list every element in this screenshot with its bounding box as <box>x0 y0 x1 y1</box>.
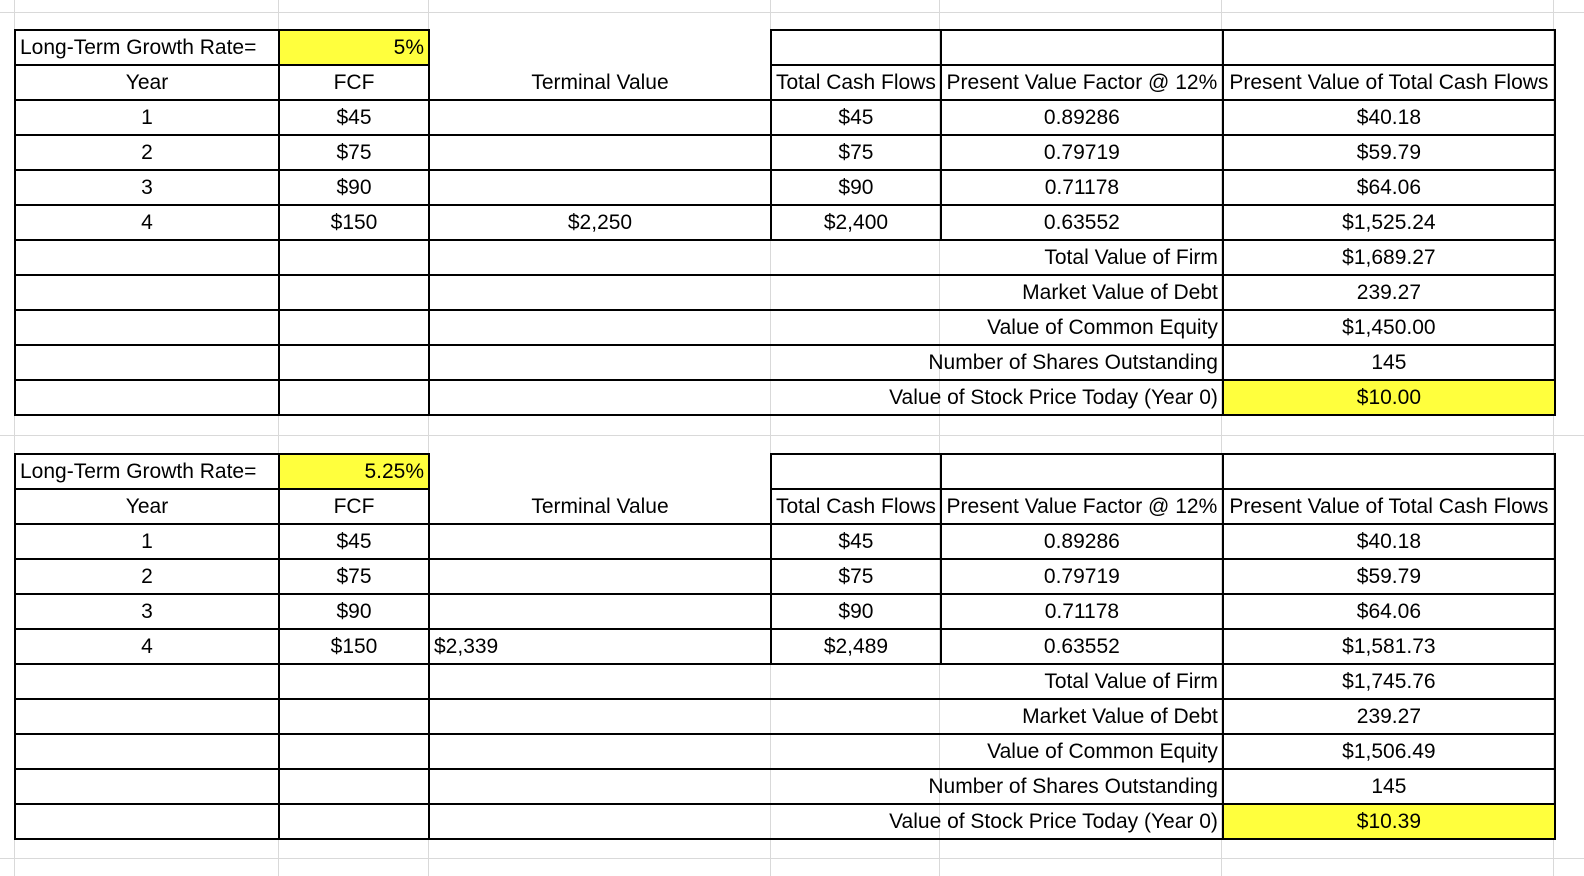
summary-row <box>15 310 1555 345</box>
summary-label[interactable]: Value of Stock Price Today (Year 0) <box>429 380 1223 415</box>
fcf-cell[interactable]: $75 <box>279 135 429 170</box>
empty-cell[interactable] <box>1223 454 1555 489</box>
empty-cell[interactable] <box>279 699 429 734</box>
table-row <box>15 135 1555 170</box>
summary-row <box>15 769 1555 804</box>
pv-factor-cell[interactable]: 0.71178 <box>941 170 1223 205</box>
header-row <box>15 65 1555 100</box>
fcf-cell[interactable]: $90 <box>279 594 429 629</box>
pv-factor-cell[interactable]: 0.79719 <box>941 559 1223 594</box>
summary-label[interactable]: Number of Shares Outstanding <box>429 345 1223 380</box>
table-row <box>15 559 1555 594</box>
empty-cell[interactable] <box>15 380 279 415</box>
summary-label[interactable]: Value of Stock Price Today (Year 0) <box>429 804 1223 839</box>
dcf-table-1 <box>14 29 1556 416</box>
header-total-cash-flows[interactable]: Total Cash Flows <box>771 489 941 524</box>
table-row <box>15 170 1555 205</box>
summary-row <box>15 734 1555 769</box>
summary-label[interactable]: Value of Common Equity <box>429 310 1223 345</box>
empty-cell[interactable] <box>279 734 429 769</box>
fcf-cell[interactable]: $75 <box>279 559 429 594</box>
header-pv-total[interactable]: Present Value of Total Cash Flows <box>1223 489 1555 524</box>
empty-cell[interactable] <box>15 275 279 310</box>
header-pv-total[interactable]: Present Value of Total Cash Flows <box>1223 65 1555 100</box>
summary-row <box>15 804 1555 839</box>
summary-label[interactable]: Market Value of Debt <box>429 275 1223 310</box>
table-row <box>15 100 1555 135</box>
pv-cell[interactable]: $1,581.73 <box>1223 629 1555 664</box>
table-row <box>15 205 1555 240</box>
terminal-value-cell[interactable] <box>429 100 771 135</box>
summary-value[interactable]: 239.27 <box>1223 275 1555 310</box>
empty-cell[interactable] <box>279 240 429 275</box>
empty-cell[interactable] <box>15 240 279 275</box>
summary-value[interactable]: $1,689.27 <box>1223 240 1555 275</box>
summary-value[interactable]: $1,745.76 <box>1223 664 1555 699</box>
empty-cell[interactable] <box>279 769 429 804</box>
terminal-value-cell[interactable] <box>429 524 771 559</box>
fcf-cell[interactable]: $150 <box>279 629 429 664</box>
gridline <box>0 858 1584 859</box>
empty-cell[interactable] <box>15 804 279 839</box>
pv-factor-cell[interactable]: 0.89286 <box>941 100 1223 135</box>
empty-cell[interactable] <box>429 454 771 489</box>
terminal-value-cell[interactable]: $2,250 <box>429 205 771 240</box>
growth-rate-input[interactable]: 5.25% <box>279 454 429 489</box>
empty-cell[interactable] <box>15 345 279 380</box>
summary-row <box>15 240 1555 275</box>
total-cash-flow-cell[interactable]: $75 <box>771 559 941 594</box>
empty-cell[interactable] <box>279 345 429 380</box>
empty-cell[interactable] <box>279 310 429 345</box>
empty-cell[interactable] <box>1223 30 1555 65</box>
empty-cell[interactable] <box>941 454 1223 489</box>
terminal-value-cell[interactable] <box>429 594 771 629</box>
terminal-value-cell[interactable] <box>429 135 771 170</box>
header-fcf[interactable]: FCF <box>279 489 429 524</box>
empty-cell[interactable] <box>15 699 279 734</box>
year-cell[interactable]: 3 <box>15 170 279 205</box>
year-cell[interactable]: 2 <box>15 559 279 594</box>
growth-rate-input[interactable]: 5% <box>279 30 429 65</box>
year-cell[interactable]: 1 <box>15 524 279 559</box>
header-pv-factor[interactable]: Present Value Factor @ 12% <box>941 65 1223 100</box>
year-cell[interactable]: 4 <box>15 205 279 240</box>
pv-cell[interactable]: $59.79 <box>1223 559 1555 594</box>
empty-cell[interactable] <box>279 275 429 310</box>
total-cash-flow-cell[interactable]: $45 <box>771 524 941 559</box>
empty-cell[interactable] <box>15 664 279 699</box>
dcf-table-2 <box>14 453 1556 840</box>
year-cell[interactable]: 3 <box>15 594 279 629</box>
growth-rate-label[interactable]: Long-Term Growth Rate= <box>15 30 279 65</box>
summary-value[interactable]: $1,450.00 <box>1223 310 1555 345</box>
summary-row <box>15 380 1555 415</box>
total-cash-flow-cell[interactable]: $90 <box>771 170 941 205</box>
pv-factor-cell[interactable]: 0.79719 <box>941 135 1223 170</box>
empty-cell[interactable] <box>429 30 771 65</box>
summary-value[interactable]: $1,506.49 <box>1223 734 1555 769</box>
header-year[interactable]: Year <box>15 65 279 100</box>
pv-cell[interactable]: $40.18 <box>1223 100 1555 135</box>
empty-cell[interactable] <box>941 30 1223 65</box>
summary-row <box>15 664 1555 699</box>
summary-row <box>15 275 1555 310</box>
fcf-cell[interactable]: $45 <box>279 100 429 135</box>
header-pv-factor[interactable]: Present Value Factor @ 12% <box>941 489 1223 524</box>
stock-price-result[interactable]: $10.00 <box>1223 380 1555 415</box>
header-year[interactable]: Year <box>15 489 279 524</box>
header-row <box>15 489 1555 524</box>
terminal-value-cell[interactable] <box>429 170 771 205</box>
total-cash-flow-cell[interactable]: $90 <box>771 594 941 629</box>
empty-cell[interactable] <box>771 454 941 489</box>
empty-cell[interactable] <box>15 734 279 769</box>
terminal-value-cell[interactable] <box>429 559 771 594</box>
year-cell[interactable]: 4 <box>15 629 279 664</box>
pv-cell[interactable]: $59.79 <box>1223 135 1555 170</box>
empty-cell[interactable] <box>279 804 429 839</box>
summary-label[interactable]: Value of Common Equity <box>429 734 1223 769</box>
summary-label[interactable]: Total Value of Firm <box>429 664 1223 699</box>
gridline <box>0 435 1584 436</box>
table-row <box>15 524 1555 559</box>
empty-cell[interactable] <box>15 769 279 804</box>
summary-label[interactable]: Total Value of Firm <box>429 240 1223 275</box>
summary-row <box>15 345 1555 380</box>
fcf-cell[interactable]: $90 <box>279 170 429 205</box>
empty-cell[interactable] <box>279 380 429 415</box>
total-cash-flow-cell[interactable]: $2,489 <box>771 629 941 664</box>
header-fcf[interactable]: FCF <box>279 65 429 100</box>
growth-rate-label[interactable]: Long-Term Growth Rate= <box>15 454 279 489</box>
empty-cell[interactable] <box>279 664 429 699</box>
total-cash-flow-cell[interactable]: $75 <box>771 135 941 170</box>
fcf-cell[interactable]: $45 <box>279 524 429 559</box>
pv-cell[interactable]: $40.18 <box>1223 524 1555 559</box>
pv-cell[interactable]: $64.06 <box>1223 170 1555 205</box>
summary-row <box>15 699 1555 734</box>
gridline <box>0 12 1584 13</box>
empty-cell[interactable] <box>15 310 279 345</box>
pv-factor-cell[interactable]: 0.89286 <box>941 524 1223 559</box>
pv-factor-cell[interactable]: 0.63552 <box>941 629 1223 664</box>
summary-label[interactable]: Number of Shares Outstanding <box>429 769 1223 804</box>
stock-price-result[interactable]: $10.39 <box>1223 804 1555 839</box>
fcf-cell[interactable]: $150 <box>279 205 429 240</box>
pv-factor-cell[interactable]: 0.63552 <box>941 205 1223 240</box>
table-row <box>15 629 1555 664</box>
growth-rate-row <box>15 454 1555 489</box>
header-terminal-value[interactable]: Terminal Value <box>429 489 771 524</box>
header-terminal-value[interactable]: Terminal Value <box>429 65 771 100</box>
summary-value[interactable]: 239.27 <box>1223 699 1555 734</box>
terminal-value-cell[interactable]: $2,339 <box>429 629 771 664</box>
total-cash-flow-cell[interactable]: $2,400 <box>771 205 941 240</box>
total-cash-flow-cell[interactable]: $45 <box>771 100 941 135</box>
pv-cell[interactable]: $64.06 <box>1223 594 1555 629</box>
summary-value[interactable]: 145 <box>1223 769 1555 804</box>
summary-label[interactable]: Market Value of Debt <box>429 699 1223 734</box>
year-cell[interactable]: 1 <box>15 100 279 135</box>
year-cell[interactable]: 2 <box>15 135 279 170</box>
empty-cell[interactable] <box>771 30 941 65</box>
summary-value[interactable]: 145 <box>1223 345 1555 380</box>
table-row <box>15 594 1555 629</box>
pv-cell[interactable]: $1,525.24 <box>1223 205 1555 240</box>
growth-rate-row <box>15 30 1555 65</box>
header-total-cash-flows[interactable]: Total Cash Flows <box>771 65 941 100</box>
pv-factor-cell[interactable]: 0.71178 <box>941 594 1223 629</box>
